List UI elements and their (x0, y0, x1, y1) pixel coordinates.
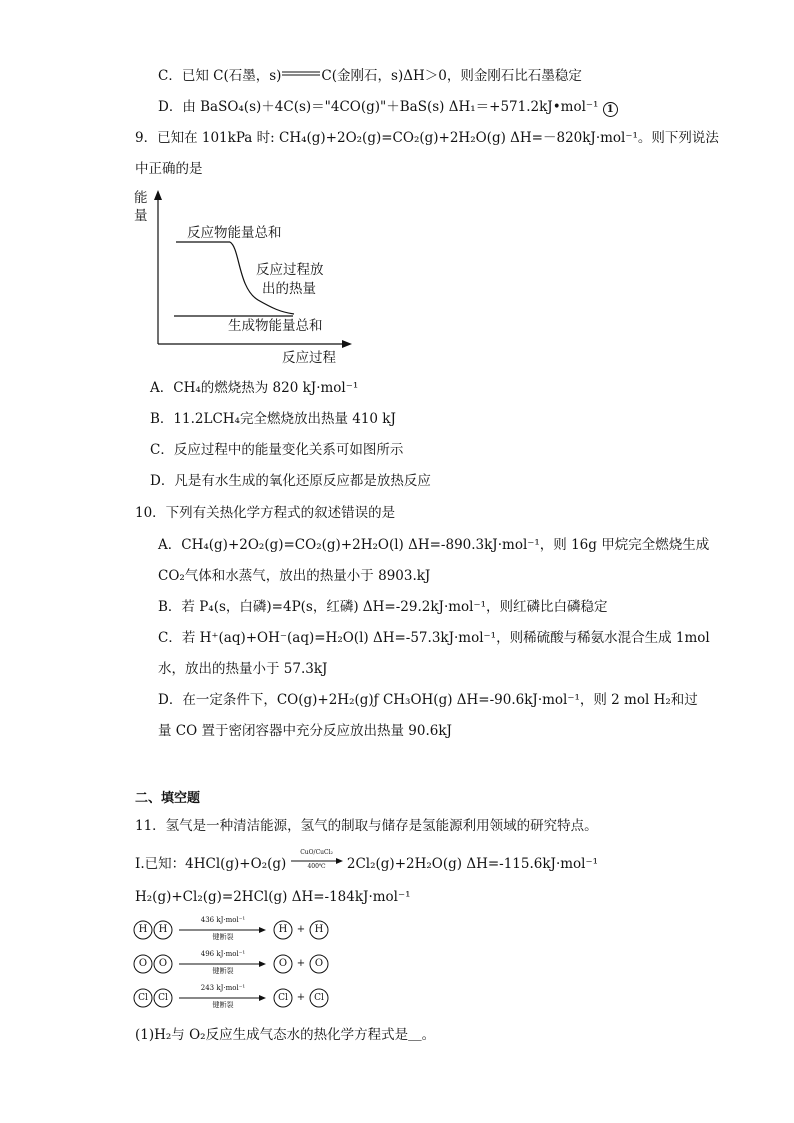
heat-released-label-2: 出的热量 (262, 281, 316, 297)
q9-option-c: C．反应过程中的能量变化关系可如图所示 (150, 442, 404, 458)
cl-atom-3: Cl (278, 993, 288, 1003)
reaction-arrow (291, 849, 343, 870)
o-atom-1: O (138, 958, 148, 969)
q9-option-a: A．CH₄的燃烧热为 820 kJ·mol⁻¹ (150, 380, 359, 396)
q8-option-c (158, 67, 582, 85)
plus-sign: + (296, 958, 306, 969)
plus-sign: + (296, 992, 306, 1003)
cl-atom-2: Cl (158, 993, 168, 1003)
q8-option-d (158, 98, 618, 117)
q9-option-d: D．凡是有水生成的氧化还原反应都是放热反应 (150, 473, 431, 489)
h-atom-4: H (314, 924, 324, 935)
bond-break-label-clcl: 键断裂 (212, 1001, 234, 1009)
x-axis-label: 反应过程 (282, 350, 336, 366)
h-atom-2: H (158, 924, 168, 935)
o-atom-3: O (278, 958, 288, 969)
product-energy-label: 生成物能量总和 (228, 318, 323, 334)
h-atom-3: H (278, 924, 288, 935)
y-axis-label-1: 能 (134, 190, 148, 206)
o-atom-2: O (158, 958, 168, 969)
bond-break-label-hh: 键断裂 (212, 933, 234, 941)
h-atom-1: H (138, 924, 148, 935)
q8-option-c-prefix: C．已知 C(石墨，s) (158, 68, 282, 84)
q10-option-b: B．若 P₄(s，白磷)=4P(s，红磷) ΔH=-29.2kJ·mol⁻¹，则红磷比白磷稳定 (158, 599, 608, 615)
eq1-condition-temp: 400℃ (307, 863, 326, 870)
circled-number-icon: 1 (603, 102, 618, 117)
q10-option-c-line2: 水，放出的热量小于 57.3kJ (158, 661, 328, 677)
q10-option-a-line1: A．CH₄(g)+2O₂(g)=CO₂(g)+2H₂O(l) ΔH=-890.3kJ·mol⁻¹，则 16g 甲烷完全燃烧生成 (158, 537, 710, 553)
q10-option-d-line1: D．在一定条件下，CO(g)+2H₂(g)ƒ CH₃OH(g) ΔH=-90.6kJ·mol⁻¹，则 2 mol H₂和过 (158, 692, 698, 708)
bond-energy-clcl: 243 kJ·mol⁻¹ (200, 984, 246, 992)
bond-breaking-diagram (133, 916, 373, 1016)
bond-energy-oo: 496 kJ·mol⁻¹ (200, 950, 246, 958)
q8-option-c-text: C(金刚石，s)ΔH＞0，则金刚石比石墨稳定 (321, 68, 582, 84)
plus-sign: + (296, 924, 306, 935)
q11-equation-1 (135, 849, 599, 873)
eq1-left: Ⅰ.已知：4HCl(g)+O₂(g) (135, 856, 287, 872)
q10-stem: 10．下列有关热化学方程式的叙述错误的是 (135, 505, 396, 521)
q10-option-d-line2: 量 CO 置于密闭容器中充分反应放出热量 90.6kJ (158, 723, 452, 739)
y-axis-label-2: 量 (134, 208, 148, 224)
energy-diagram-axes (130, 188, 360, 370)
q9-stem-line2: 中正确的是 (135, 161, 203, 177)
eq1-right: 2Cl₂(g)+2H₂O(g) ΔH=-115.6kJ·mol⁻¹ (346, 856, 599, 872)
bond-break-label-oo: 键断裂 (212, 967, 234, 975)
q11-stem: 11．氢气是一种清洁能源，氢气的制取与储存是氢能源利用领域的研究特点。 (135, 818, 598, 834)
bond-energy-hh: 436 kJ·mol⁻¹ (200, 916, 246, 924)
q8-option-d-text: D．由 BaSO₄(s)＋4C(s)＝"4CO(g)"＋BaS(s) ΔH₁＝+571.2kJ•mol⁻¹ (158, 99, 599, 115)
eq1-condition-catalyst: CuO/CuCl₂ (300, 849, 333, 856)
q11-equation-2: H₂(g)+Cl₂(g)=2HCl(g) ΔH=-184kJ·mol⁻¹ (135, 889, 411, 905)
o-atom-4: O (314, 958, 324, 969)
q10-option-c-line1: C．若 H⁺(aq)+OH⁻(aq)=H₂O(l) ΔH=-57.3kJ·mol⁻¹，则稀硫酸与稀氨水混合生成 1mol (158, 630, 710, 646)
q10-option-a-line2: CO₂气体和水蒸气，放出的热量小于 8903.kJ (158, 568, 431, 584)
cl-atom-4: Cl (314, 993, 324, 1003)
cl-atom-1: Cl (138, 993, 148, 1003)
heat-released-label-1: 反应过程放 (256, 262, 324, 278)
q11-subquestion-1: (1)H₂与 O₂反应生成气态水的热化学方程式是＿。 (135, 1027, 436, 1043)
q9-option-b: B．11.2LCH₄完全燃烧放出热量 410 kJ (150, 411, 396, 427)
energy-diagram (130, 188, 360, 370)
equilibrium-arrow (281, 69, 321, 79)
q9-stem-line1: 9．已知在 101kPa 时: CH₄(g)+2O₂(g)=CO₂(g)+2H₂O(g) ΔH=－820kJ·mol⁻¹。则下列说法 (135, 130, 719, 146)
reactant-energy-label: 反应物能量总和 (187, 225, 282, 241)
section-title: 二、填空题 (135, 791, 201, 806)
